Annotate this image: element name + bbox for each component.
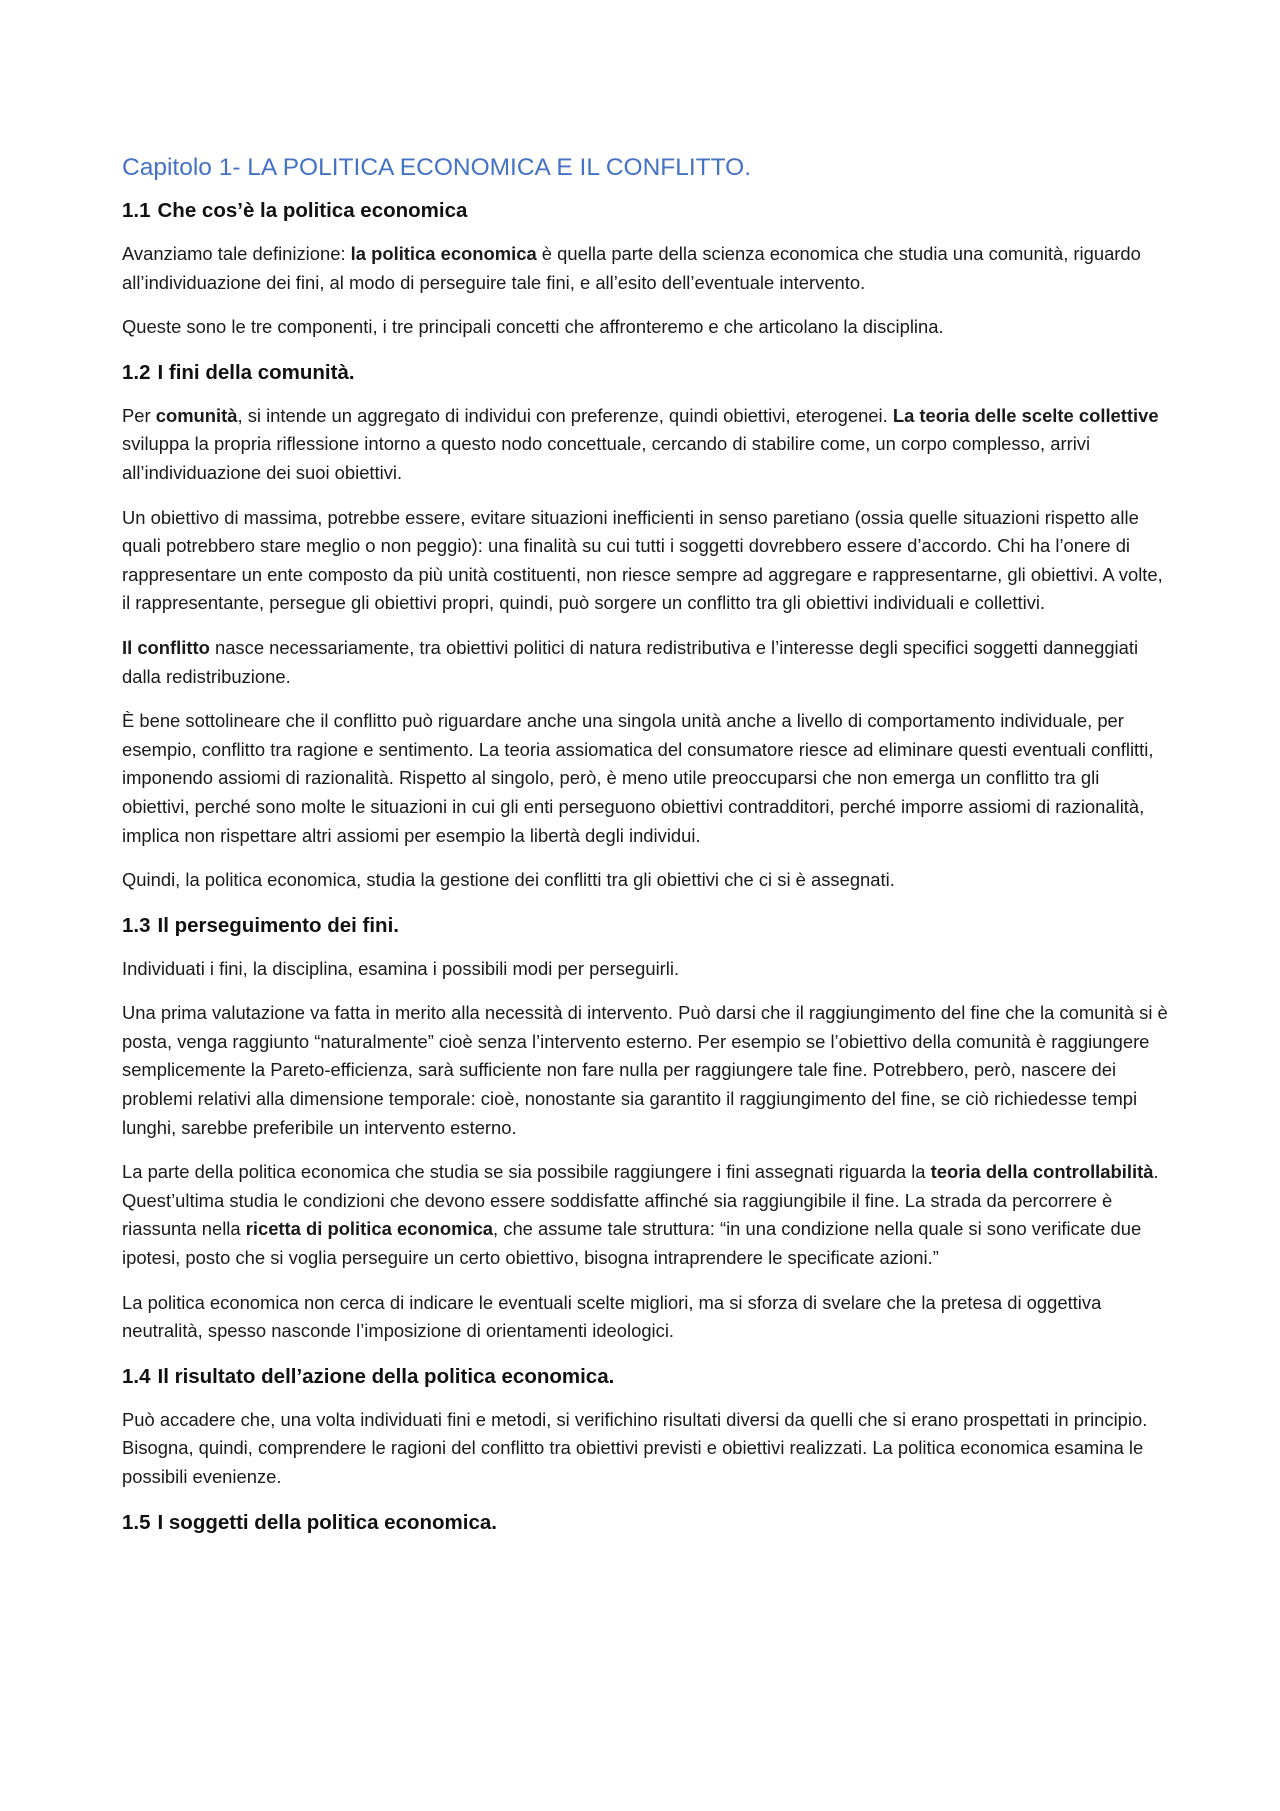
- text-run: nasce necessariamente, tra obiettivi politici di natura redistributiva e l’interesse degli specifici soggetti danneggiati dalla redistribuzione.: [122, 636, 1139, 687]
- section-title: I fini della comunità.: [157, 360, 355, 384]
- paragraph: [122, 1158, 1170, 1272]
- document-page: [122, 150, 1170, 1552]
- section-number: 1.2: [122, 360, 151, 384]
- chapter-title: [122, 150, 1170, 186]
- section-number: 1.4: [122, 1364, 151, 1388]
- text-run: sviluppa la propria riflessione intorno a questo nodo concettuale, cercando di stabilire come, un corpo complesso, arrivi all’individuazione dei suoi obiettivi.: [122, 433, 1091, 483]
- chapter-heading: LA POLITICA ECONOMICA E IL CONFLITTO.: [247, 154, 752, 181]
- section-heading-1-3: [122, 911, 1170, 941]
- paragraph: Un obiettivo di massima, potrebbe essere, evitare situazioni inefficienti in senso paretiano (ossia quelle situazioni rispetto alle quali potrebbero stare meglio o non peggio): una finalità su cui tutti i soggetti dovrebbero essere d’accordo. Chi ha l’onere di rappresentare un ente composto da più unità costituenti, non riesce sempre ad aggregare e rappresentarne, gli obiettivi. A volte, il rappresentante, persegue gli obiettivi propri, quindi, può sorgere un conflitto tra gli obiettivi individuali e collettivi.: [122, 506, 1163, 614]
- section-heading-1-1: [122, 196, 1170, 226]
- text-run: . Quest’ultima studia le condizioni che devono essere soddisfatte affinché sia raggiungibile il fine. La strada da percorrere è riassunta nella: [122, 1161, 1159, 1240]
- paragraph: Una prima valutazione va fatta in merito alla necessità di intervento. Può darsi che il raggiungimento del fine che la comunità si è posta, venga raggiunto “naturalmente” cioè senza l’intervento esterno. Per esempio se l’obiettivo della comunità è raggiungere semplicemente la Pareto-efficienza, sarà sufficiente non fare nulla per raggiungere tale fine. Potrebbero, però, nascere dei problemi relativi alla dimensione temporale: cioè, nonostante sia garantito il raggiungimento del fine, se ciò richiedesse tempi lunghi, sarebbe preferibile un intervento esterno.: [122, 1002, 1168, 1138]
- paragraph: La politica economica non cerca di indicare le eventuali scelte migliori, ma si sforza di svelare che la pretesa di oggettiva neutralità, spesso nasconde l’imposizione di orientamenti ideologici.: [122, 1291, 1102, 1342]
- paragraph: Può accadere che, una volta individuati fini e metodi, si verifichino risultati diversi da quelli che si erano prospettati in principio. Bisogna, quindi, comprendere le ragioni del conflitto tra obiettivi previsti e obiettivi realizzati. La politica economica esamina le possibili evenienze.: [122, 1408, 1148, 1487]
- bold-term: Il conflitto: [122, 636, 210, 658]
- section-heading-1-4: [122, 1362, 1170, 1392]
- text-run: Per: [122, 404, 156, 426]
- bold-term: la politica economica: [350, 243, 537, 264]
- paragraph: Individuati i fini, la disciplina, esamina i possibili modi per perseguirli.: [122, 957, 680, 979]
- section-title: Il risultato dell’azione della politica economica.: [157, 1364, 615, 1388]
- section-heading-1-2: [122, 358, 1170, 388]
- section-title: Che cos’è la politica economica: [157, 199, 468, 222]
- paragraph: È bene sottolineare che il conflitto può riguardare anche una singola unità anche a livello di comportamento individuale, per esempio, conflitto tra ragione e sentimento. La teoria assiomatica del consumatore riesce ad eliminare questi eventuali conflitti, imponendo assiomi di razionalità. Rispetto al singolo, però, è meno utile preoccuparsi che non emerga un conflitto tra gli obiettivi, perché sono molte le situazioni in cui gli enti perseguono obiettivi contradditori, perché imporre assiomi di razionalità, implica non rispettare altri assiomi per esempio la libertà degli individui.: [122, 710, 1154, 846]
- chapter-prefix: Capitolo 1-: [122, 154, 248, 181]
- text-run: Avanziamo tale definizione:: [122, 243, 351, 264]
- paragraph: [122, 634, 1170, 691]
- text-run: , si intende un aggregato di individui con preferenze, quindi obiettivi, eterogenei.: [237, 404, 893, 426]
- section-heading-1-5: [122, 1508, 1170, 1538]
- section-number: 1.1: [122, 199, 151, 222]
- bold-term: La teoria delle scelte collettive: [892, 404, 1159, 426]
- section-title: I soggetti della politica economica.: [157, 1510, 497, 1534]
- section-title: Il perseguimento dei fini.: [157, 913, 399, 937]
- text-run: La parte della politica economica che studia se sia possibile raggiungere i fini assegnati riguarda la: [122, 1161, 931, 1183]
- section-number: 1.3: [122, 913, 151, 937]
- text-run: , che assume tale struttura: “in una condizione nella quale si sono verificate due ipotesi, posto che si voglia perseguire un certo obiettivo, bisogna intraprendere le specificate azioni.”: [122, 1218, 1142, 1269]
- paragraph: [122, 402, 1170, 488]
- bold-term: ricetta di politica economica: [245, 1218, 494, 1240]
- text-run: è quella parte della scienza economica che studia una comunità, riguardo all’individuazione dei fini, al modo di perseguire tale fini, e all’esito dell’eventuale intervento.: [122, 243, 1141, 293]
- section-number: 1.5: [122, 1510, 151, 1534]
- bold-term: comunità: [155, 404, 238, 426]
- paragraph: [122, 240, 1170, 297]
- paragraph: Quindi, la politica economica, studia la gestione dei conflitti tra gli obiettivi che ci si è assegnati.: [122, 869, 895, 891]
- paragraph: Queste sono le tre componenti, i tre principali concetti che affronteremo e che articolano la disciplina.: [122, 316, 944, 338]
- bold-term: teoria della controllabilità: [930, 1161, 1154, 1183]
